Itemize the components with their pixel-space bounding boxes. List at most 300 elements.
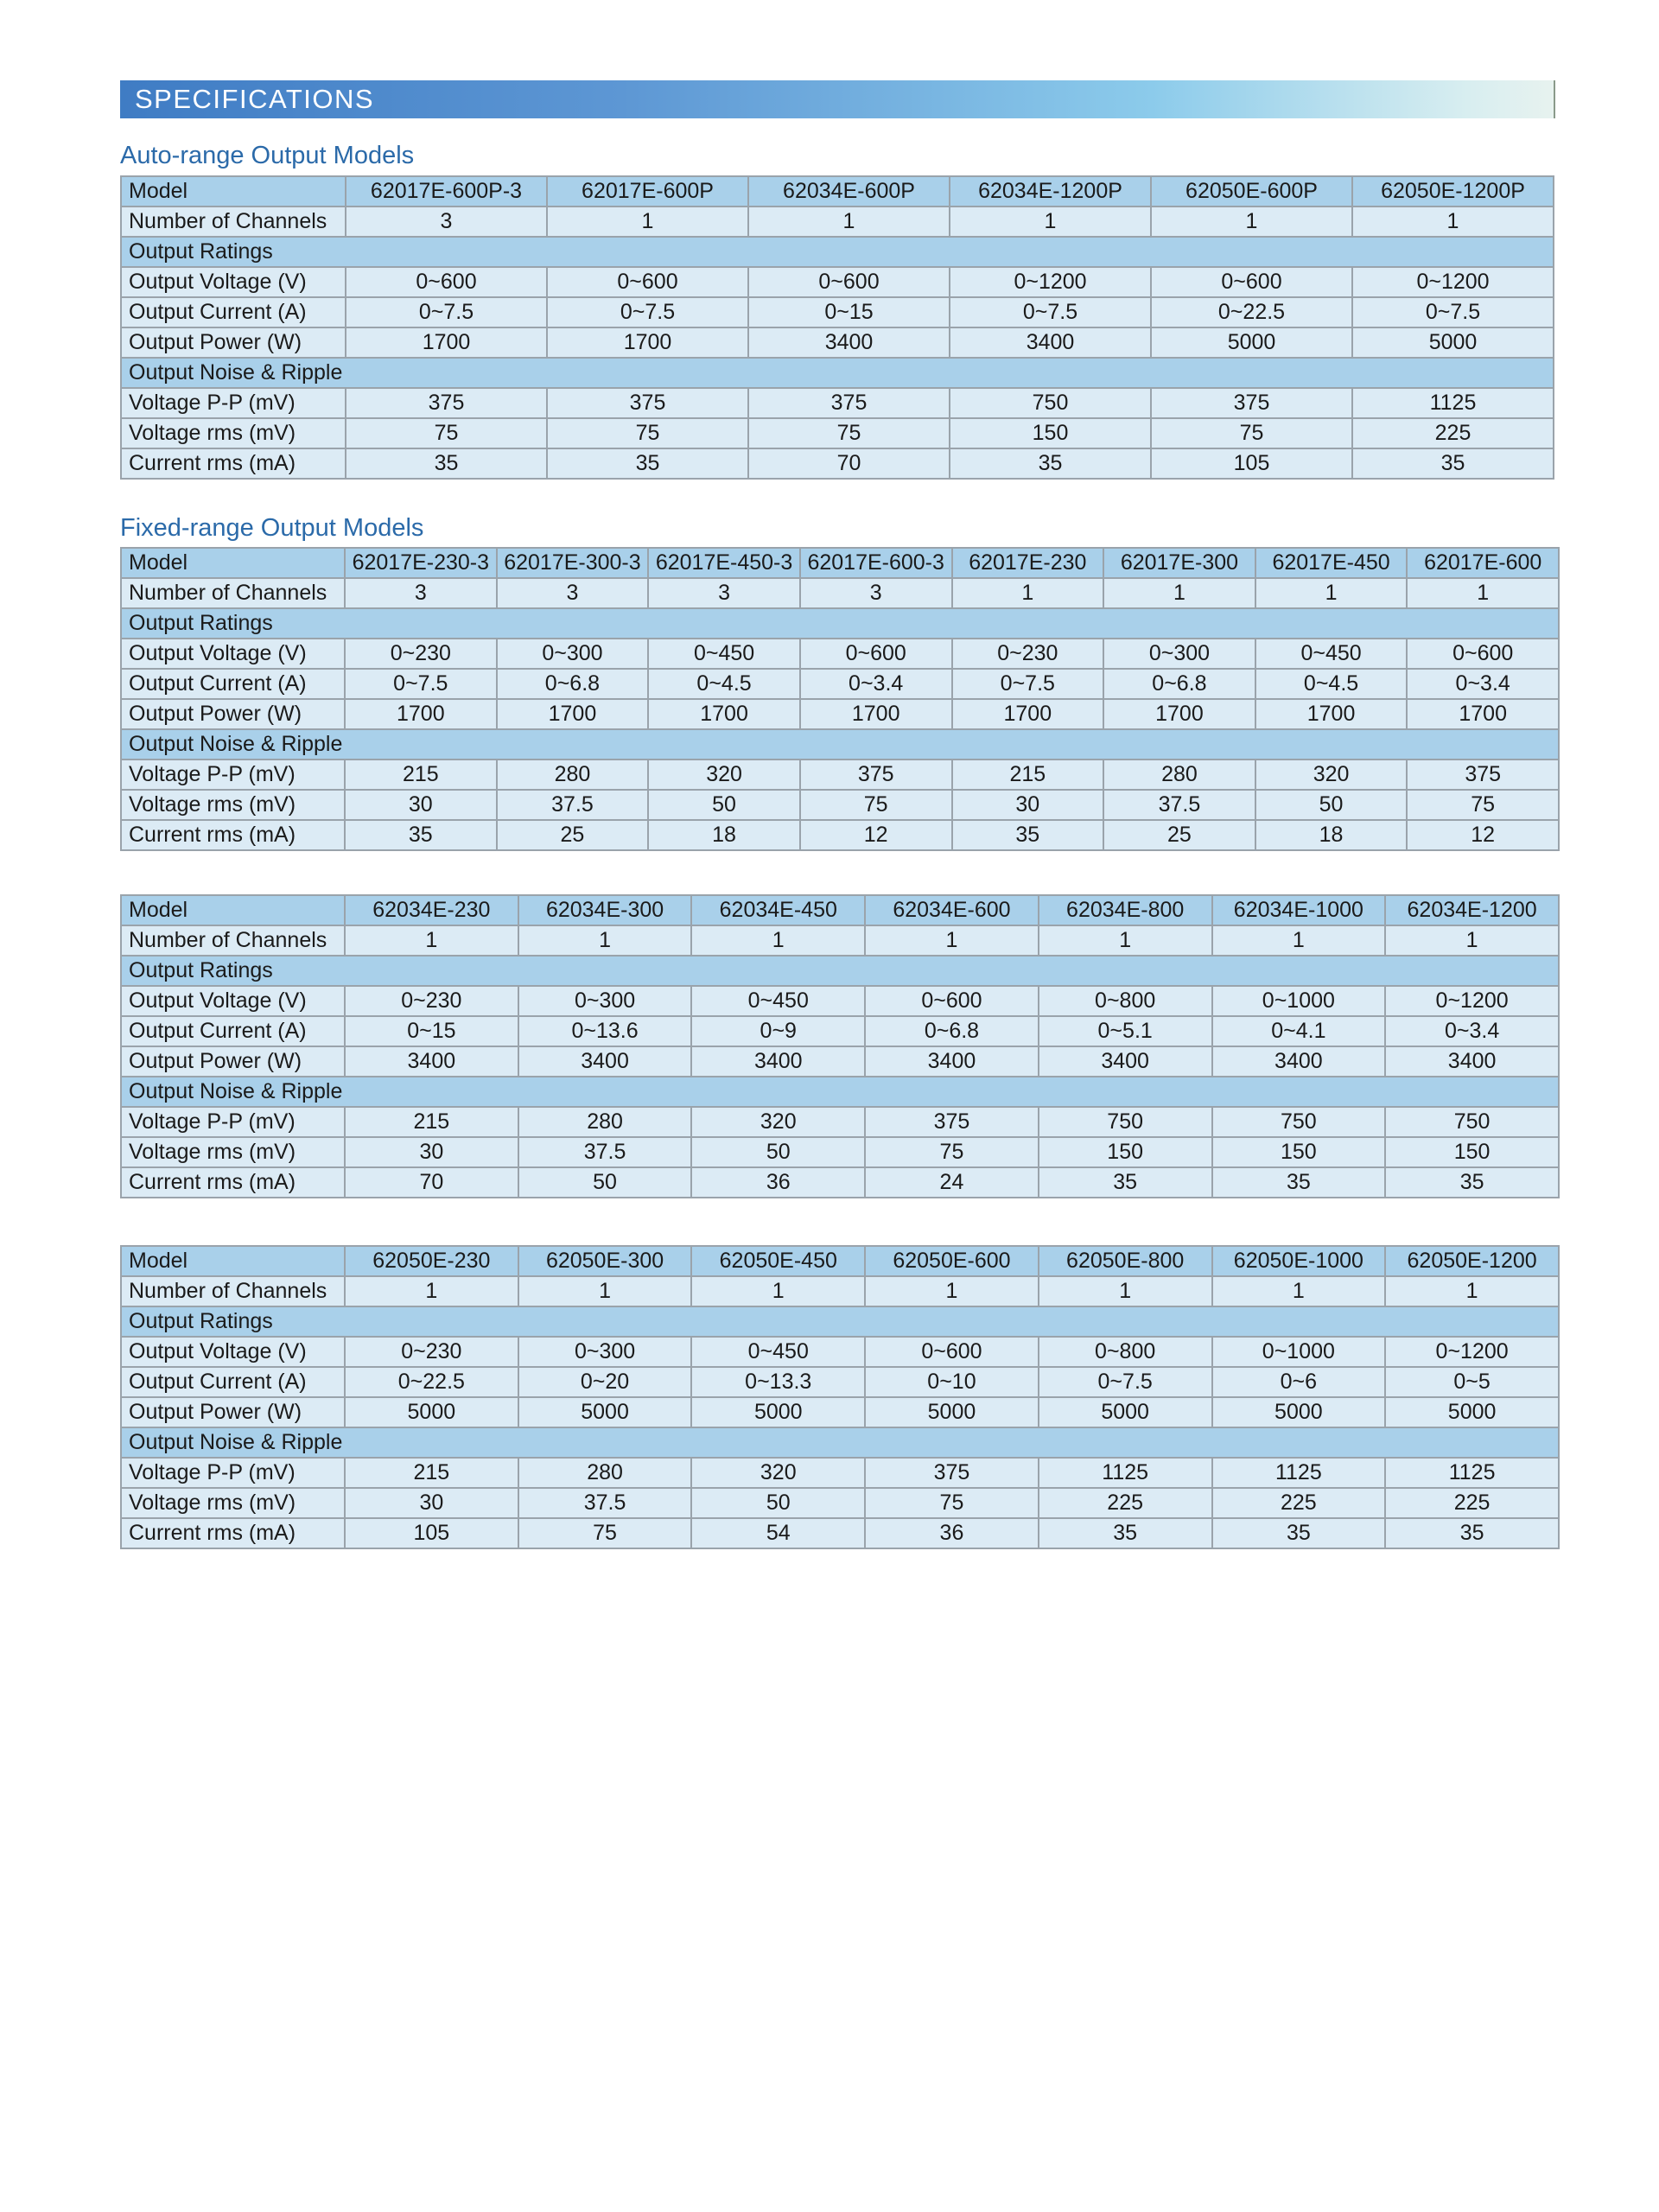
- row-label-power: Output Power (W): [121, 699, 345, 729]
- spec-row-power: [121, 327, 1554, 358]
- spec-value-cell: 375: [748, 388, 950, 418]
- spec-value-cell: 12: [1407, 820, 1559, 850]
- spec-value-cell: 12: [800, 820, 952, 850]
- spec-row-vrms: [121, 418, 1554, 448]
- model-header-cell: 62050E-1200P: [1352, 176, 1554, 207]
- spec-value-cell: 35: [346, 448, 547, 479]
- spec-value-cell: 3400: [1212, 1046, 1386, 1077]
- spec-value-cell: 5000: [1151, 327, 1352, 358]
- spec-value-cell: 37.5: [1103, 790, 1255, 820]
- fixed-range-title: Fixed-range Output Models: [120, 514, 424, 542]
- model-header-cell: 62017E-230: [952, 548, 1104, 578]
- spec-row-irms: [121, 820, 1559, 850]
- spec-value-cell: 225: [1352, 418, 1554, 448]
- spec-value-cell: 0~300: [518, 986, 692, 1016]
- spec-value-cell: 18: [1255, 820, 1408, 850]
- spec-value-cell: 75: [547, 418, 748, 448]
- spec-value-cell: 75: [865, 1488, 1039, 1518]
- spec-value-cell: 0~230: [345, 1337, 518, 1367]
- spec-value-cell: 35: [950, 448, 1151, 479]
- row-label-model: Model: [121, 1246, 345, 1276]
- spec-value-cell: 3400: [950, 327, 1151, 358]
- spec-value-cell: 0~1000: [1212, 1337, 1386, 1367]
- spec-value-cell: 215: [345, 1107, 518, 1137]
- spec-value-cell: 35: [345, 820, 497, 850]
- spec-value-cell: 0~600: [1151, 267, 1352, 297]
- spec-value-cell: 1700: [800, 699, 952, 729]
- spec-value-cell: 37.5: [518, 1488, 692, 1518]
- spec-value-cell: 1700: [1103, 699, 1255, 729]
- row-label-vrms: Voltage rms (mV): [121, 790, 345, 820]
- group-row-noise: [121, 729, 1559, 760]
- spec-value-cell: 0~600: [748, 267, 950, 297]
- spec-value-cell: 0~6.8: [497, 669, 649, 699]
- spec-row-vpp: [121, 760, 1559, 790]
- spec-value-cell: 375: [1151, 388, 1352, 418]
- model-header-cell: 62017E-600P-3: [346, 176, 547, 207]
- group-row-ratings: [121, 608, 1559, 639]
- spec-value-cell: 35: [1385, 1518, 1559, 1548]
- model-header-cell: 62050E-600P: [1151, 176, 1352, 207]
- spec-value-cell: 1700: [952, 699, 1104, 729]
- spec-row-current: [121, 669, 1559, 699]
- spec-value-cell: 0~7.5: [950, 297, 1151, 327]
- row-label-channels: Number of Channels: [121, 207, 346, 237]
- model-header-cell: 62050E-1200: [1385, 1246, 1559, 1276]
- spec-value-cell: 1: [345, 925, 518, 956]
- group-row-noise: [121, 1077, 1559, 1107]
- spec-value-cell: 50: [1255, 790, 1408, 820]
- spec-value-cell: 1: [1039, 1276, 1212, 1306]
- spec-value-cell: 30: [345, 790, 497, 820]
- group-row-noise: [121, 1427, 1559, 1458]
- spec-value-cell: 5000: [345, 1397, 518, 1427]
- spec-value-cell: 5000: [518, 1397, 692, 1427]
- spec-value-cell: 0~20: [518, 1367, 692, 1397]
- group-row-noise: [121, 358, 1554, 388]
- 62034e-spec-table: [120, 894, 1560, 1198]
- spec-value-cell: 375: [547, 388, 748, 418]
- spec-value-cell: 0~600: [865, 1337, 1039, 1367]
- spec-value-cell: 36: [865, 1518, 1039, 1548]
- spec-value-cell: 75: [1151, 418, 1352, 448]
- spec-value-cell: 1: [865, 1276, 1039, 1306]
- spec-row-power: [121, 1046, 1559, 1077]
- spec-value-cell: 5000: [1385, 1397, 1559, 1427]
- row-label-current: Output Current (A): [121, 1016, 345, 1046]
- spec-row-voltage: [121, 986, 1559, 1016]
- spec-value-cell: 320: [648, 760, 800, 790]
- spec-value-cell: 35: [1352, 448, 1554, 479]
- model-header-cell: 62050E-600: [865, 1246, 1039, 1276]
- spec-value-cell: 215: [952, 760, 1104, 790]
- spec-value-cell: 1: [1352, 207, 1554, 237]
- spec-value-cell: 1: [1255, 578, 1408, 608]
- spec-value-cell: 75: [865, 1137, 1039, 1167]
- spec-value-cell: 35: [1385, 1167, 1559, 1198]
- spec-value-cell: 50: [691, 1137, 865, 1167]
- spec-value-cell: 0~450: [1255, 639, 1408, 669]
- row-label-current: Output Current (A): [121, 297, 346, 327]
- group-row-ratings: [121, 237, 1554, 267]
- spec-value-cell: 750: [1039, 1107, 1212, 1137]
- spec-value-cell: 3: [497, 578, 649, 608]
- model-header-cell: 62050E-230: [345, 1246, 518, 1276]
- spec-value-cell: 0~10: [865, 1367, 1039, 1397]
- spec-value-cell: 280: [518, 1107, 692, 1137]
- model-header-cell: 62034E-450: [691, 895, 865, 925]
- spec-value-cell: 0~600: [547, 267, 748, 297]
- spec-value-cell: 1125: [1352, 388, 1554, 418]
- spec-value-cell: 320: [1255, 760, 1408, 790]
- spec-value-cell: 280: [518, 1458, 692, 1488]
- row-label-noise: Output Noise & Ripple: [121, 1427, 1559, 1458]
- spec-value-cell: 1700: [497, 699, 649, 729]
- spec-value-cell: 1: [952, 578, 1104, 608]
- spec-value-cell: 0~600: [800, 639, 952, 669]
- spec-value-cell: 105: [1151, 448, 1352, 479]
- model-header-cell: 62034E-800: [1039, 895, 1212, 925]
- spec-value-cell: 0~4.5: [648, 669, 800, 699]
- spec-value-cell: 1: [1212, 925, 1386, 956]
- spec-row-channels: [121, 925, 1559, 956]
- spec-row-vrms: [121, 1488, 1559, 1518]
- spec-row-model: [121, 895, 1559, 925]
- spec-row-voltage: [121, 1337, 1559, 1367]
- spec-value-cell: 37.5: [518, 1137, 692, 1167]
- spec-value-cell: 225: [1212, 1488, 1386, 1518]
- spec-value-cell: 1700: [648, 699, 800, 729]
- spec-value-cell: 215: [345, 760, 497, 790]
- spec-value-cell: 0~450: [691, 1337, 865, 1367]
- spec-value-cell: 75: [800, 790, 952, 820]
- spec-value-cell: 1: [1385, 925, 1559, 956]
- spec-value-cell: 375: [1407, 760, 1559, 790]
- spec-value-cell: 150: [1212, 1137, 1386, 1167]
- spec-value-cell: 1: [1151, 207, 1352, 237]
- banner-title: SPECIFICATIONS: [135, 84, 375, 114]
- spec-row-current: [121, 297, 1554, 327]
- row-label-ratings: Output Ratings: [121, 237, 1554, 267]
- spec-value-cell: 3400: [345, 1046, 518, 1077]
- spec-value-cell: 0~3.4: [1385, 1016, 1559, 1046]
- spec-value-cell: 5000: [1212, 1397, 1386, 1427]
- row-label-voltage: Output Voltage (V): [121, 639, 345, 669]
- model-header-cell: 62017E-450: [1255, 548, 1408, 578]
- group-row-ratings: [121, 956, 1559, 986]
- spec-row-channels: [121, 207, 1554, 237]
- spec-value-cell: 0~600: [865, 986, 1039, 1016]
- spec-value-cell: 0~600: [346, 267, 547, 297]
- spec-value-cell: 225: [1385, 1488, 1559, 1518]
- spec-value-cell: 1700: [1407, 699, 1559, 729]
- spec-row-irms: [121, 448, 1554, 479]
- row-label-current: Output Current (A): [121, 669, 345, 699]
- spec-value-cell: 750: [1212, 1107, 1386, 1137]
- spec-value-cell: 0~5: [1385, 1367, 1559, 1397]
- row-label-vrms: Voltage rms (mV): [121, 1488, 345, 1518]
- spec-value-cell: 1: [748, 207, 950, 237]
- spec-value-cell: 1700: [346, 327, 547, 358]
- model-header-cell: 62034E-1000: [1212, 895, 1386, 925]
- spec-row-model: [121, 548, 1559, 578]
- spec-value-cell: 35: [547, 448, 748, 479]
- spec-row-vpp: [121, 1458, 1559, 1488]
- spec-value-cell: 24: [865, 1167, 1039, 1198]
- spec-value-cell: 320: [691, 1458, 865, 1488]
- spec-value-cell: 1: [865, 925, 1039, 956]
- spec-value-cell: 0~15: [345, 1016, 518, 1046]
- spec-value-cell: 0~3.4: [800, 669, 952, 699]
- spec-value-cell: 50: [691, 1488, 865, 1518]
- spec-value-cell: 5000: [865, 1397, 1039, 1427]
- row-label-model: Model: [121, 176, 346, 207]
- spec-value-cell: 0~13.3: [691, 1367, 865, 1397]
- spec-value-cell: 0~15: [748, 297, 950, 327]
- model-header-cell: 62017E-300-3: [497, 548, 649, 578]
- model-header-cell: 62050E-800: [1039, 1246, 1212, 1276]
- spec-row-vrms: [121, 790, 1559, 820]
- spec-row-vpp: [121, 388, 1554, 418]
- spec-value-cell: 375: [800, 760, 952, 790]
- spec-value-cell: 18: [648, 820, 800, 850]
- spec-row-current: [121, 1367, 1559, 1397]
- row-label-vpp: Voltage P-P (mV): [121, 1458, 345, 1488]
- spec-value-cell: 1700: [345, 699, 497, 729]
- spec-value-cell: 0~230: [345, 986, 518, 1016]
- spec-row-model: [121, 1246, 1559, 1276]
- row-label-power: Output Power (W): [121, 1397, 345, 1427]
- spec-value-cell: 1: [691, 925, 865, 956]
- spec-value-cell: 3: [648, 578, 800, 608]
- row-label-noise: Output Noise & Ripple: [121, 729, 1559, 760]
- spec-value-cell: 1: [1039, 925, 1212, 956]
- fixed-range-spec-table: [120, 547, 1560, 851]
- spec-value-cell: 0~6.8: [865, 1016, 1039, 1046]
- row-label-irms: Current rms (mA): [121, 1167, 345, 1198]
- spec-value-cell: 30: [345, 1137, 518, 1167]
- row-label-irms: Current rms (mA): [121, 1518, 345, 1548]
- spec-value-cell: 0~7.5: [547, 297, 748, 327]
- spec-value-cell: 1700: [1255, 699, 1408, 729]
- row-label-vrms: Voltage rms (mV): [121, 418, 346, 448]
- spec-value-cell: 0~300: [1103, 639, 1255, 669]
- model-header-cell: 62050E-450: [691, 1246, 865, 1276]
- row-label-channels: Number of Channels: [121, 578, 345, 608]
- row-label-voltage: Output Voltage (V): [121, 267, 346, 297]
- spec-value-cell: 375: [346, 388, 547, 418]
- spec-value-cell: 0~1200: [950, 267, 1151, 297]
- spec-value-cell: 35: [1212, 1518, 1386, 1548]
- spec-value-cell: 1: [518, 925, 692, 956]
- spec-value-cell: 25: [1103, 820, 1255, 850]
- spec-value-cell: 1: [1385, 1276, 1559, 1306]
- model-header-cell: 62034E-1200: [1385, 895, 1559, 925]
- spec-value-cell: 0~7.5: [952, 669, 1104, 699]
- spec-value-cell: 35: [1039, 1518, 1212, 1548]
- spec-value-cell: 25: [497, 820, 649, 850]
- spec-value-cell: 50: [648, 790, 800, 820]
- spec-value-cell: 225: [1039, 1488, 1212, 1518]
- row-label-voltage: Output Voltage (V): [121, 1337, 345, 1367]
- row-label-voltage: Output Voltage (V): [121, 986, 345, 1016]
- spec-value-cell: 0~300: [518, 1337, 692, 1367]
- spec-value-cell: 3400: [865, 1046, 1039, 1077]
- spec-value-cell: 1125: [1385, 1458, 1559, 1488]
- spec-value-cell: 75: [518, 1518, 692, 1548]
- spec-value-cell: 75: [1407, 790, 1559, 820]
- spec-value-cell: 1: [518, 1276, 692, 1306]
- spec-value-cell: 750: [950, 388, 1151, 418]
- spec-value-cell: 0~7.5: [1039, 1367, 1212, 1397]
- spec-value-cell: 150: [1039, 1137, 1212, 1167]
- model-header-cell: 62017E-450-3: [648, 548, 800, 578]
- row-label-vrms: Voltage rms (mV): [121, 1137, 345, 1167]
- spec-value-cell: 750: [1385, 1107, 1559, 1137]
- spec-value-cell: 1: [1407, 578, 1559, 608]
- spec-value-cell: 70: [748, 448, 950, 479]
- row-label-model: Model: [121, 548, 345, 578]
- spec-value-cell: 30: [345, 1488, 518, 1518]
- spec-value-cell: 0~5.1: [1039, 1016, 1212, 1046]
- spec-value-cell: 215: [345, 1458, 518, 1488]
- spec-row-vpp: [121, 1107, 1559, 1137]
- row-label-vpp: Voltage P-P (mV): [121, 388, 346, 418]
- spec-value-cell: 54: [691, 1518, 865, 1548]
- spec-value-cell: 1: [950, 207, 1151, 237]
- model-header-cell: 62034E-600P: [748, 176, 950, 207]
- spec-value-cell: 1700: [547, 327, 748, 358]
- spec-value-cell: 0~230: [952, 639, 1104, 669]
- spec-row-model: [121, 176, 1554, 207]
- model-header-cell: 62017E-600-3: [800, 548, 952, 578]
- row-label-noise: Output Noise & Ripple: [121, 1077, 1559, 1107]
- spec-value-cell: 35: [1039, 1167, 1212, 1198]
- row-label-ratings: Output Ratings: [121, 956, 1559, 986]
- row-label-channels: Number of Channels: [121, 925, 345, 956]
- spec-value-cell: 30: [952, 790, 1104, 820]
- spec-value-cell: 0~450: [648, 639, 800, 669]
- spec-row-irms: [121, 1518, 1559, 1548]
- spec-value-cell: 0~6.8: [1103, 669, 1255, 699]
- spec-value-cell: 1: [1212, 1276, 1386, 1306]
- model-header-cell: 62050E-1000: [1212, 1246, 1386, 1276]
- spec-value-cell: 0~7.5: [345, 669, 497, 699]
- row-label-ratings: Output Ratings: [121, 1306, 1559, 1337]
- row-label-noise: Output Noise & Ripple: [121, 358, 1554, 388]
- model-header-cell: 62017E-600: [1407, 548, 1559, 578]
- spec-value-cell: 280: [1103, 760, 1255, 790]
- specifications-banner: [120, 80, 1555, 118]
- spec-value-cell: 70: [345, 1167, 518, 1198]
- row-label-ratings: Output Ratings: [121, 608, 1559, 639]
- spec-row-irms: [121, 1167, 1559, 1198]
- spec-row-channels: [121, 578, 1559, 608]
- spec-value-cell: 50: [518, 1167, 692, 1198]
- model-header-cell: 62017E-600P: [547, 176, 748, 207]
- spec-value-cell: 320: [691, 1107, 865, 1137]
- spec-value-cell: 0~22.5: [1151, 297, 1352, 327]
- spec-row-vrms: [121, 1137, 1559, 1167]
- row-label-vpp: Voltage P-P (mV): [121, 760, 345, 790]
- spec-value-cell: 0~7.5: [1352, 297, 1554, 327]
- spec-value-cell: 36: [691, 1167, 865, 1198]
- spec-value-cell: 375: [865, 1458, 1039, 1488]
- row-label-power: Output Power (W): [121, 327, 346, 358]
- spec-value-cell: 0~1000: [1212, 986, 1386, 1016]
- spec-value-cell: 3400: [1385, 1046, 1559, 1077]
- spec-value-cell: 3: [800, 578, 952, 608]
- spec-value-cell: 0~1200: [1385, 986, 1559, 1016]
- spec-value-cell: 35: [952, 820, 1104, 850]
- spec-value-cell: 0~300: [497, 639, 649, 669]
- spec-value-cell: 150: [1385, 1137, 1559, 1167]
- spec-value-cell: 0~800: [1039, 986, 1212, 1016]
- spec-value-cell: 5000: [1352, 327, 1554, 358]
- 62050e-spec-table: [120, 1245, 1560, 1549]
- spec-value-cell: 0~230: [345, 639, 497, 669]
- spec-value-cell: 280: [497, 760, 649, 790]
- row-label-channels: Number of Channels: [121, 1276, 345, 1306]
- spec-value-cell: 1125: [1039, 1458, 1212, 1488]
- spec-value-cell: 1125: [1212, 1458, 1386, 1488]
- spec-value-cell: 105: [345, 1518, 518, 1548]
- spec-value-cell: 37.5: [497, 790, 649, 820]
- spec-value-cell: 3: [345, 578, 497, 608]
- auto-range-spec-table: [120, 175, 1554, 480]
- spec-value-cell: 1: [691, 1276, 865, 1306]
- spec-row-voltage: [121, 639, 1559, 669]
- spec-value-cell: 75: [346, 418, 547, 448]
- auto-range-title: Auto-range Output Models: [120, 142, 415, 169]
- spec-value-cell: 0~13.6: [518, 1016, 692, 1046]
- row-label-current: Output Current (A): [121, 1367, 345, 1397]
- spec-value-cell: 0~1200: [1385, 1337, 1559, 1367]
- spec-value-cell: 0~4.5: [1255, 669, 1408, 699]
- group-row-ratings: [121, 1306, 1559, 1337]
- spec-value-cell: 1: [345, 1276, 518, 1306]
- row-label-irms: Current rms (mA): [121, 820, 345, 850]
- spec-value-cell: 150: [950, 418, 1151, 448]
- spec-value-cell: 375: [865, 1107, 1039, 1137]
- model-header-cell: 62034E-230: [345, 895, 518, 925]
- row-label-model: Model: [121, 895, 345, 925]
- spec-value-cell: 3400: [748, 327, 950, 358]
- row-label-vpp: Voltage P-P (mV): [121, 1107, 345, 1137]
- spec-value-cell: 0~800: [1039, 1337, 1212, 1367]
- spec-value-cell: 75: [748, 418, 950, 448]
- model-header-cell: 62050E-300: [518, 1246, 692, 1276]
- spec-value-cell: 0~600: [1407, 639, 1559, 669]
- row-label-power: Output Power (W): [121, 1046, 345, 1077]
- spec-value-cell: 1: [1103, 578, 1255, 608]
- spec-row-power: [121, 699, 1559, 729]
- row-label-irms: Current rms (mA): [121, 448, 346, 479]
- spec-value-cell: 5000: [1039, 1397, 1212, 1427]
- spec-value-cell: 0~4.1: [1212, 1016, 1386, 1046]
- spec-value-cell: 0~450: [691, 986, 865, 1016]
- spec-value-cell: 0~9: [691, 1016, 865, 1046]
- spec-value-cell: 35: [1212, 1167, 1386, 1198]
- spec-value-cell: 3400: [1039, 1046, 1212, 1077]
- spec-value-cell: 3: [346, 207, 547, 237]
- spec-row-power: [121, 1397, 1559, 1427]
- spec-value-cell: 3400: [691, 1046, 865, 1077]
- spec-row-channels: [121, 1276, 1559, 1306]
- spec-row-voltage: [121, 267, 1554, 297]
- model-header-cell: 62034E-300: [518, 895, 692, 925]
- spec-row-current: [121, 1016, 1559, 1046]
